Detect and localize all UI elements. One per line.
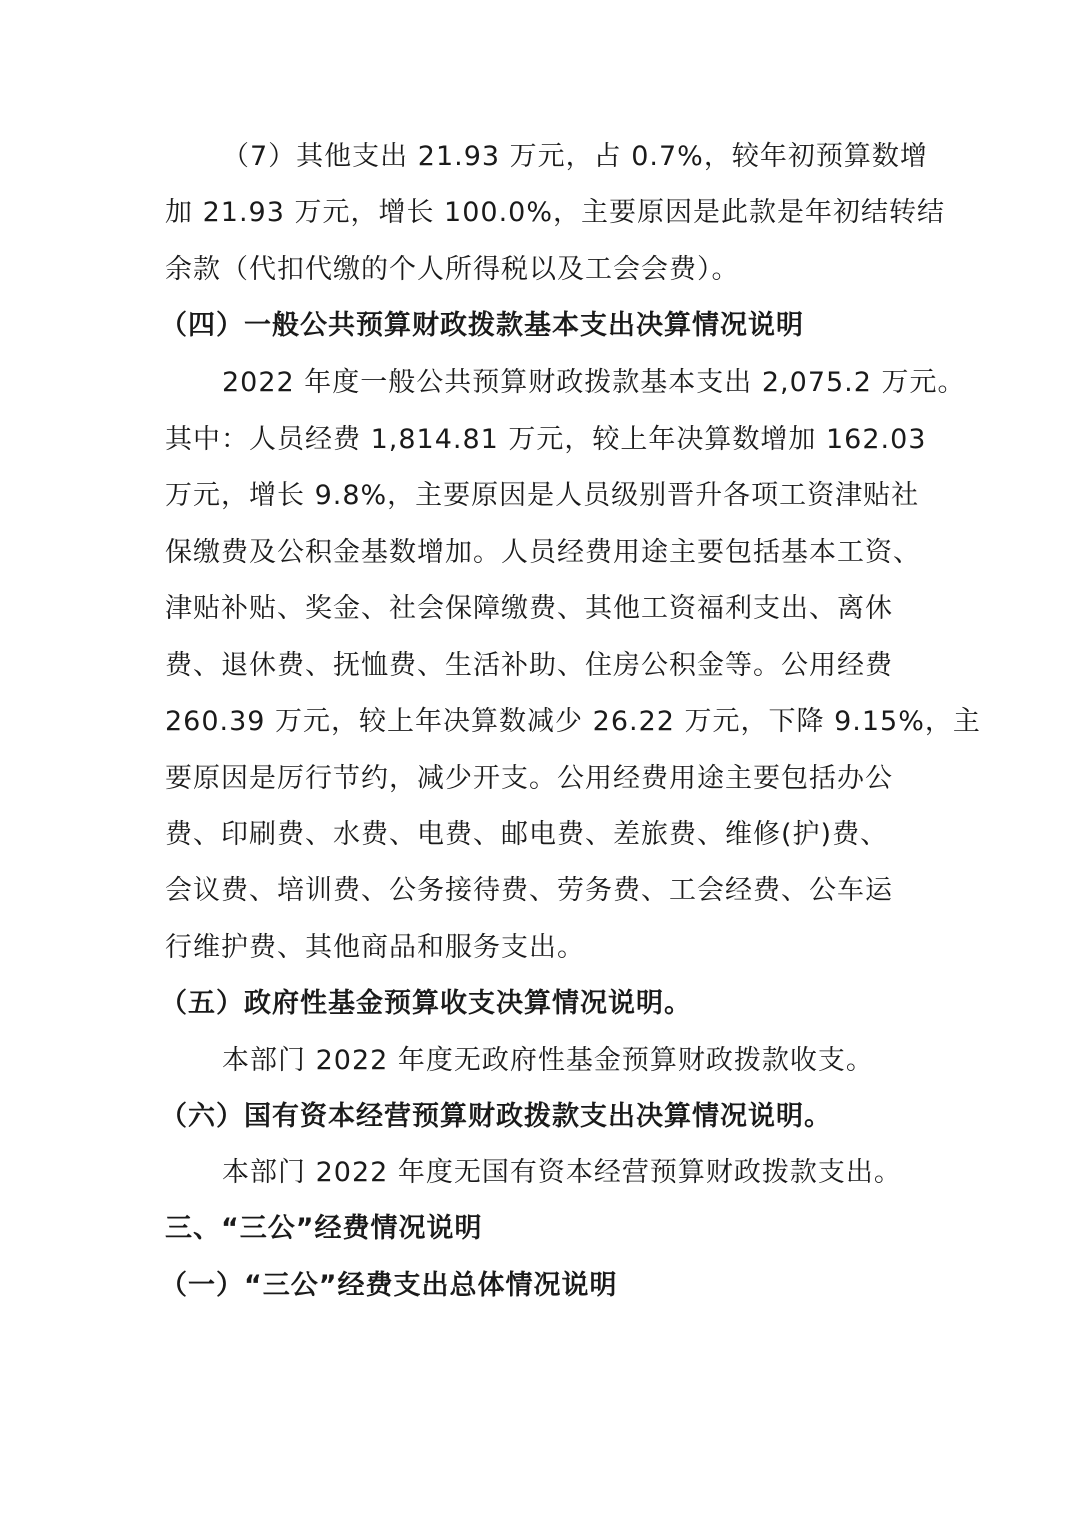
- paragraph-line: 加 21.93 万元，增长 100.0%，主要原因是此款是年初结转结: [165, 197, 945, 228]
- section-heading: （五）政府性基金预算收支决算情况说明。: [160, 988, 692, 1019]
- paragraph-line: 本部门 2022 年度无政府性基金预算财政拨款收支。: [222, 1045, 874, 1076]
- paragraph-line: 其中：人员经费 1,814.81 万元，较上年决算数增加 162.03: [165, 424, 927, 455]
- paragraph-line: 会议费、培训费、公务接待费、劳务费、工会经费、公车运: [165, 875, 893, 906]
- paragraph-line: 260.39 万元，较上年决算数减少 26.22 万元，下降 9.15%，主: [165, 706, 981, 737]
- paragraph-line: 余款（代扣代缴的个人所得税以及工会会费）。: [165, 254, 740, 285]
- paragraph-line: 保缴费及公积金基数增加。人员经费用途主要包括基本工资、: [165, 537, 921, 568]
- section-heading: （六）国有资本经营预算财政拨款支出决算情况说明。: [160, 1101, 832, 1132]
- paragraph-line: 行维护费、其他商品和服务支出。: [165, 932, 585, 963]
- paragraph-line: 要原因是厉行节约，减少开支。公用经费用途主要包括办公: [165, 763, 893, 794]
- section-heading: （四）一般公共预算财政拨款基本支出决算情况说明: [160, 310, 804, 341]
- chapter-heading: 三、“三公”经费情况说明: [165, 1213, 483, 1244]
- paragraph-line: 万元，增长 9.8%，主要原因是人员级别晋升各项工资津贴社: [165, 480, 920, 511]
- section-heading: （一）“三公”经费支出总体情况说明: [160, 1270, 618, 1301]
- paragraph-line: 费、印刷费、水费、电费、邮电费、差旅费、维修(护)费、: [165, 819, 889, 850]
- paragraph-line: 费、退休费、抚恤费、生活补助、住房公积金等。公用经费: [165, 650, 893, 681]
- paragraph-line: 津贴补贴、奖金、社会保障缴费、其他工资福利支出、离休: [165, 593, 893, 624]
- paragraph-line: 2022 年度一般公共预算财政拨款基本支出 2,075.2 万元。: [222, 367, 966, 398]
- paragraph-line: 本部门 2022 年度无国有资本经营预算财政拨款支出。: [222, 1157, 902, 1188]
- paragraph-line: （7）其他支出 21.93 万元，占 0.7%，较年初预算数增: [222, 141, 928, 172]
